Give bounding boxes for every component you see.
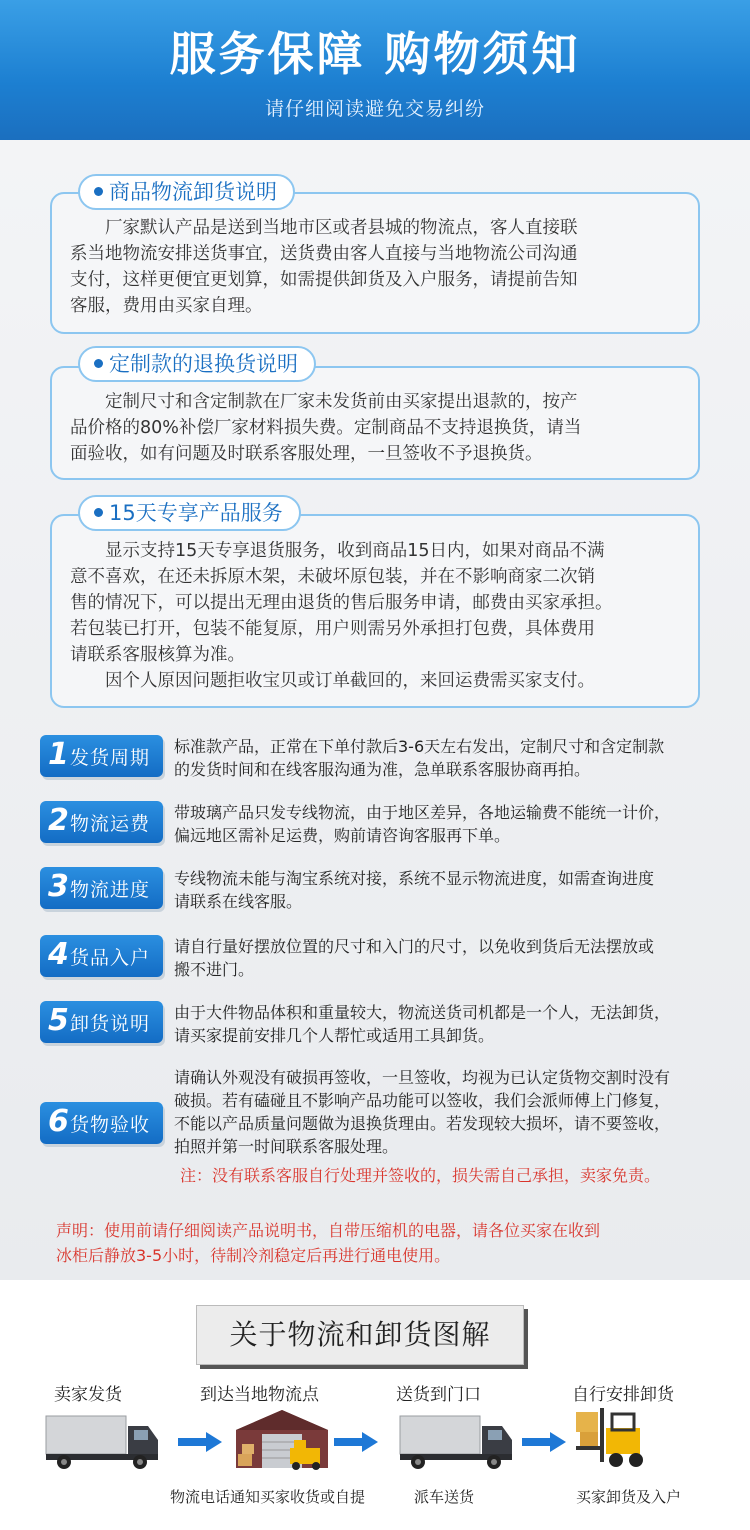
header-banner [0, 0, 750, 140]
step-caption: 买家卸货及入户 [576, 1488, 682, 1506]
section-tag: 商品物流卸货说明 [78, 174, 295, 210]
item-badge: 4 货品入户 [40, 935, 163, 977]
bullet-icon [94, 187, 103, 196]
step-label: 到达当地物流点 [200, 1385, 319, 1405]
section-tag: 定制款的退换货说明 [78, 346, 316, 382]
item-badge: 2 物流运费 [40, 801, 163, 843]
section-text: 定制尺寸和含定制款在厂家未发货前由买家提出退款的，按产 品价格的80%补偿厂家材料损失费。定制商品不支持退换货，请当 面验收，如有问题及时联系客服处理，一旦签收不予退换货。 [70, 392, 582, 464]
arrow-right-icon [522, 1432, 566, 1452]
item-text: 请自行量好摆放位置的尺寸和入门的尺寸，以免收到货后无法摆放或 搬不进门。 [174, 937, 655, 979]
bullet-icon [94, 508, 103, 517]
diagram-title: 关于物流和卸货图解 [196, 1305, 524, 1365]
step-caption: 物流电话通知买家收货或自提 [170, 1488, 366, 1506]
item-text: 标准款产品，正常在下单付款后3-6天左右发出，定制尺寸和含定制款 的发货时间和在线客服沟通为准，急单联系客服协商再拍。 [174, 737, 665, 779]
item-text: 专线物流未能与淘宝系统对接，系统不显示物流进度，如需查询进度 请联系在线客服。 [174, 869, 655, 911]
item-text: 由于大件物品体积和重量较大，物流送货司机都是一个人，无法卸货， 请买家提前安排几个人帮忙或适用工具卸货。 [174, 1003, 671, 1045]
truck-icon [44, 1412, 160, 1470]
disclaimer-note: 注：没有联系客服自行处理并签收的，损失需自己承担，卖家免责。 [180, 1166, 661, 1185]
arrow-right-icon [178, 1432, 222, 1452]
section-text: 显示支持15天专享退货服务，收到商品15日内，如果对商品不满 意不喜欢，在还未拆原木架，未破坏原包装，并在不影响商家二次销 售的情况下，可以提出无理由退货的售后服务申请，邮费由买家承担。 若包装已打开，包装不能复原，用户则需另外承担打包费，具体费用 请联系客服核算为准。 因个人原因问题拒收宝贝或订单截回的，来回运费需买家支付。 [70, 541, 613, 691]
warehouse-icon [232, 1408, 332, 1470]
item-text: 请确认外观没有破损再签收，一旦签收，均视为已认定货物交割时没有 破损。若有磕碰且不影响产品功能可以签收，我们会派师傅上门修复， 不能以产品质量问题做为退换货理由。若发现较大损坏，请不要签收， 拍照并第一时间联系客服处理。 [174, 1068, 671, 1156]
arrow-right-icon [334, 1432, 378, 1452]
bullet-icon [94, 359, 103, 368]
item-badge: 5 卸货说明 [40, 1001, 163, 1043]
page-title: 服务保障 购物须知 [169, 27, 581, 81]
item-badge: 3 物流进度 [40, 867, 163, 909]
section-tag: 15天专享产品服务 [78, 495, 301, 531]
statement: 声明：使用前请仔细阅读产品说明书，自带压缩机的电器，请各位买家在收到 冰柜后静放3-5小时，待制冷剂稳定后再进行通电使用。 [56, 1221, 601, 1265]
truck-icon [398, 1412, 514, 1470]
page-subtitle: 请仔细阅读避免交易纠纷 [264, 98, 485, 120]
item-badge: 6 货物验收 [40, 1102, 163, 1144]
section-text: 厂家默认产品是送到当地市区或者县城的物流点，客人直接联 系当地物流安排送货事宜，送货费由客人直接与当地物流公司沟通 支付，这样更便宜更划算，如需提供卸货及入户服务，请提前告知 客服，费用由买家自理。 [70, 218, 578, 316]
item-text: 带玻璃产品只发专线物流，由于地区差异，各地运输费不能统一计价， 偏远地区需补足运费，购前请咨询客服再下单。 [174, 803, 671, 845]
step-label: 送货到门口 [396, 1385, 481, 1405]
forklift-icon [572, 1406, 648, 1470]
item-badge: 1 发货周期 [40, 735, 163, 777]
step-caption: 派车送货 [414, 1488, 475, 1506]
step-label: 自行安排卸货 [572, 1385, 674, 1405]
step-label: 卖家发货 [54, 1385, 122, 1405]
